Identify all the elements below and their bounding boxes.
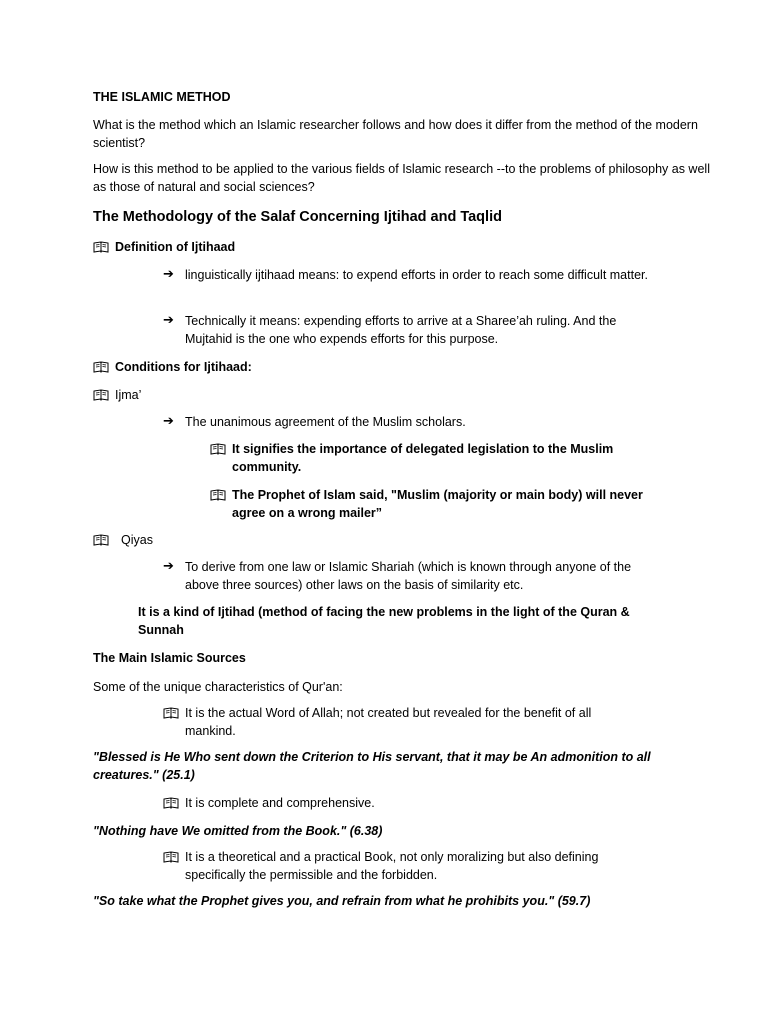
book-icon	[210, 443, 226, 455]
characteristic-text-2: It is complete and comprehensive.	[185, 796, 375, 810]
characteristic-text-1: It is the actual Word of Allah; not created but revealed for the benefit of all mankind.	[185, 706, 592, 738]
book-icon	[93, 534, 109, 546]
intro-paragraph-2: How is this method to be applied to the various fields of Islamic research --to the problems of philosophy as well as those of natural and social sciences?	[93, 162, 710, 194]
sources-heading: The Main Islamic Sources	[93, 651, 246, 665]
qiyas-label: Qiyas	[121, 533, 153, 547]
document-title: THE ISLAMIC METHOD	[93, 90, 231, 104]
qiyas-item-text: To derive from one law or Islamic Shariah (which is known through anyone of the above three sources) other laws on the basis of similarity etc.	[185, 560, 632, 592]
book-icon	[210, 489, 226, 501]
sources-intro: Some of the unique characteristics of Qur'an:	[93, 680, 343, 694]
right-arrow-icon: ➔	[163, 313, 174, 328]
book-icon	[163, 851, 179, 863]
book-icon	[163, 797, 179, 809]
definition-item-text-1: linguistically ijtihaad means: to expend efforts in order to reach some difficult matter.	[185, 268, 648, 282]
ijma-sub-item-2	[210, 486, 660, 522]
qiyas-item	[163, 558, 663, 594]
book-icon	[163, 707, 179, 719]
qiyas-label-row	[93, 531, 153, 549]
book-icon	[93, 361, 109, 373]
definition-label: Definition of Ijtihaad	[115, 240, 236, 254]
ijma-label: Ijma’	[115, 388, 142, 402]
characteristic-2	[163, 794, 643, 812]
section-heading-methodology: The Methodology of the Salaf Concerning Ijtihad and Taqlid	[93, 209, 502, 225]
quote-1: "Blessed is He Who sent down the Criterion to His servant, that it may be An admonition to all creatures." (25.1)	[93, 750, 651, 782]
quote-3: "So take what the Prophet gives you, and refrain from what he prohibits you." (59.7)	[93, 894, 591, 908]
ijma-label-row	[93, 386, 141, 404]
characteristic-3	[163, 848, 643, 884]
conditions-label: Conditions for Ijtihaad:	[115, 360, 252, 374]
book-icon	[93, 241, 109, 253]
ijma-item	[163, 413, 653, 431]
book-icon	[93, 389, 109, 401]
definition-label-row	[93, 238, 235, 256]
qiyas-note: It is a kind of Ijtihad (method of facing the new problems in the light of the Quran & Sunnah	[138, 605, 630, 637]
right-arrow-icon: ➔	[163, 267, 174, 282]
ijma-item-text: The unanimous agreement of the Muslim scholars.	[185, 415, 466, 429]
ijma-sub-item-text-1: It signifies the importance of delegated legislation to the Muslim community.	[232, 442, 614, 474]
definition-item-1	[163, 266, 653, 284]
ijma-sub-item-text-2: The Prophet of Islam said, "Muslim (majority or main body) will never agree on a wrong mailer”	[232, 488, 643, 520]
definition-item-text-2: Technically it means: expending efforts to arrive at a Sharee’ah ruling. And the Mujtahid is the one who expends efforts for this purpose.	[185, 314, 617, 346]
ijma-sub-item-1	[210, 440, 650, 476]
quote-2: "Nothing have We omitted from the Book." (6.38)	[93, 824, 383, 838]
conditions-label-row	[93, 358, 252, 376]
characteristic-text-3: It is a theoretical and a practical Book, not only moralizing but also defining specifically the permissible and the forbidden.	[185, 850, 599, 882]
definition-item-2	[163, 312, 653, 348]
characteristic-1	[163, 704, 643, 740]
right-arrow-icon: ➔	[163, 414, 174, 429]
right-arrow-icon: ➔	[163, 559, 174, 574]
intro-paragraph-1: What is the method which an Islamic researcher follows and how does it differ from the method of the modern scientist?	[93, 118, 698, 150]
